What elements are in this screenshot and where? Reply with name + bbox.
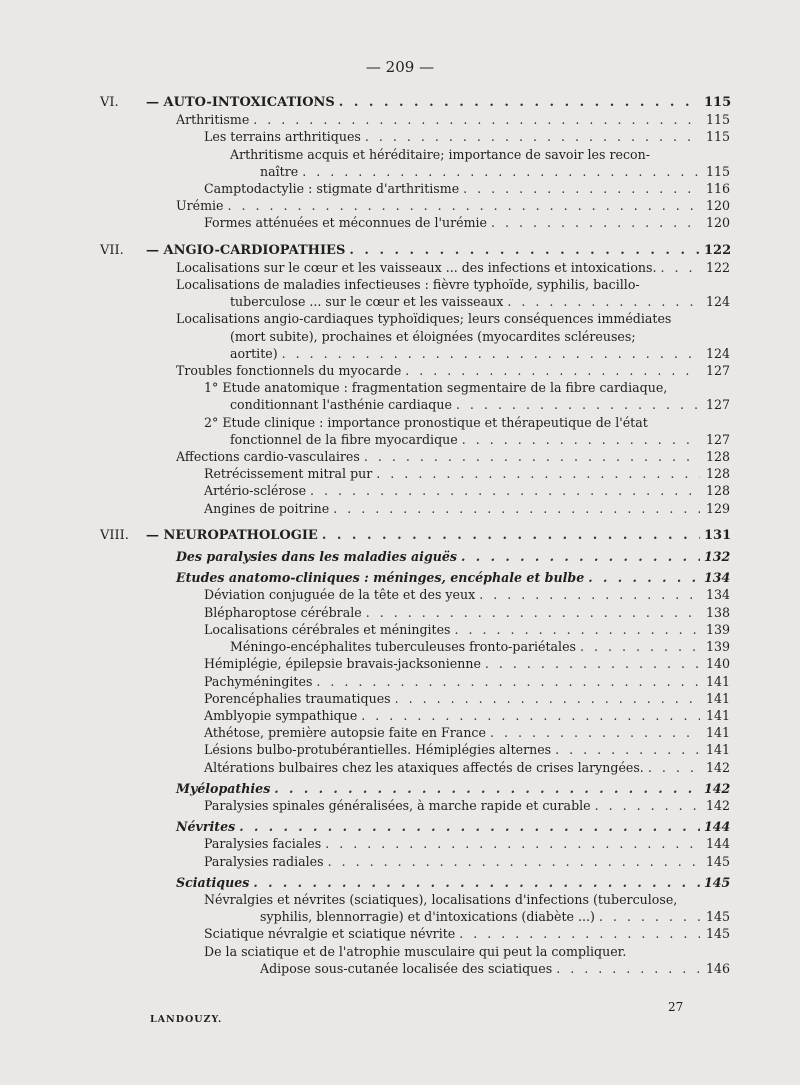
dot-leader [599,908,700,925]
toc-subheading [100,569,730,586]
entry-text: Méningo-encéphalites tuberculeuses fronto-pariétales [230,639,576,655]
toc-entry [100,180,730,197]
toc-entry [100,759,730,776]
toc-entry-line: (mort subite), prochaines et éloignées (myocardites scléreuses; [230,328,636,344]
dot-leader [239,818,700,835]
entry-text: aortite) [230,345,278,361]
entry-text: Déviation conjuguée de la tête et des yeux [204,587,476,603]
dot-leader [322,527,700,544]
toc-entry-line: 1° Etude anatomique : fragmentation segmentaire de la fibre cardiaque, [204,380,668,396]
dot-leader [316,673,700,690]
toc-entry [100,586,730,603]
dot-leader [395,690,700,707]
page-ref: 139 [705,639,730,655]
page-ref: 115 [704,95,732,110]
page-ref: 134 [704,570,731,586]
entry-text: Athétose, première autopsie faite en France [204,725,486,741]
entry-text: Localisations cérébrales et méningites [204,621,451,637]
dot-leader [588,569,700,586]
dot-leader [333,500,700,517]
toc-entry-line: Localisations de maladies infectieuses : fièvre typhoïde, syphilis, bacillo- [176,277,640,293]
toc-entry [100,908,730,925]
section-heading-vii [100,242,730,259]
page-ref: 138 [705,604,730,620]
dot-leader [228,197,700,214]
toc-entry [100,482,730,499]
entry-text: naître [260,163,299,179]
entry-text: Les terrains arthritiques [204,129,361,145]
page-ref: 128 [705,483,730,499]
entry-text: Affections cardio-vasculaires [176,449,360,465]
page-ref: 128 [705,466,730,482]
page-ref: 124 [705,294,730,310]
table-of-contents [100,94,730,977]
dot-leader [302,163,700,180]
section-title: — AUTO-INTOXICATIONS [146,95,335,110]
dot-leader [310,482,700,499]
toc-entry [100,638,730,655]
entry-text: Hémiplégie, épilepsie bravais-jacksonienne [204,656,481,672]
page-ref: 124 [705,345,730,361]
toc-entry-line: Localisations angio-cardiaques typhoïdiques; leurs conséquences immédiates [176,311,672,327]
dot-leader [461,548,700,565]
entry-text: conditionnant l'asthénie cardiaque [230,397,452,413]
section-heading-viii [100,527,730,544]
dot-leader [556,960,700,977]
entry-text: Pachyméningites [204,673,313,689]
page-ref: 139 [705,621,730,637]
dot-leader [366,604,700,621]
entry-text: Sciatiques [176,874,250,890]
page-ref: 129 [705,500,730,516]
page-ref: 128 [705,449,730,465]
page-ref: 115 [705,129,730,145]
page-ref: 141 [705,690,730,706]
entry-text: Arthritisme [176,112,250,128]
toc-entry [100,362,730,379]
dot-leader [507,293,700,310]
toc-entry [100,163,730,180]
entry-text: Lésions bulbo-protubérantielles. Hémiplégies alternes [204,742,552,758]
toc-entry [100,128,730,145]
page-ref: 134 [705,587,730,603]
entry-text: Blépharoptose cérébrale [204,604,362,620]
toc-subheading [100,874,730,891]
page-ref: 141 [705,707,730,723]
dot-leader [462,431,700,448]
toc-entry [100,197,730,214]
dot-leader [282,345,700,362]
signature-mark: 27 [668,1000,684,1014]
toc-entry [100,604,730,621]
dot-leader [491,214,700,231]
section-title: — ANGIO-CARDIOPATHIES [146,242,346,258]
toc-entry [100,673,730,690]
toc-entry [100,655,730,672]
toc-entry-line: 2° Etude clinique : importance pronostique et thérapeutique de l'état [204,414,648,430]
page-ref: 115 [705,163,730,179]
dot-leader [253,874,700,891]
toc-entry-line: De la sciatique et de l'atrophie musculaire qui peut la compliquer. [204,943,627,959]
entry-text: Paralysies faciales [204,836,322,852]
entry-text: fonctionnel de la fibre myocardique [230,431,458,447]
toc-entry [100,259,730,276]
dot-leader [490,724,700,741]
entry-text: Porencéphalies traumatiques [204,690,391,706]
entry-text: Névrites [176,819,236,835]
entry-text: tuberculose ... sur le cœur et les vaisseaux [230,294,504,310]
section-title: — NEUROPATHOLOGIE [146,527,318,543]
page-ref: 146 [705,960,730,976]
dot-leader [455,621,700,638]
toc-entry [100,925,730,942]
toc-entry [100,853,730,870]
dot-leader [364,448,700,465]
page-ref: 141 [705,742,730,758]
entry-text: Amblyopie sympathique [204,707,358,723]
dot-leader [595,797,700,814]
page-ref: 142 [705,797,730,813]
toc-entry [100,396,730,413]
toc-entry [100,431,730,448]
page-ref: 127 [705,431,730,447]
dot-leader [365,128,700,145]
dot-leader [328,853,700,870]
toc-entry [100,448,730,465]
section-number: VIII. [100,527,129,543]
entry-text: Artério-sclérose [204,483,307,499]
page-ref: 120 [705,215,730,231]
page-ref: 145 [705,853,730,869]
page-ref: 120 [705,198,730,214]
page-ref: 141 [705,673,730,689]
section-number: VI. [100,95,119,110]
dot-leader [405,362,700,379]
page-ref: 142 [704,780,731,796]
page-ref: 145 [704,874,731,890]
entry-text: Adipose sous-cutanée localisée des sciatiques [260,960,553,976]
toc-entry-line: Névralgies et névrites (sciatiques), localisations d'infections (tuberculose, [204,891,678,907]
entry-text: syphilis, blennorragie) et d'intoxications (diabète ...) [260,909,595,925]
dot-leader [361,707,700,724]
page-ref: 144 [704,819,731,835]
dot-leader [349,242,700,259]
dot-leader [253,111,700,128]
entry-text: Formes atténuées et méconnues de l'urémie [204,215,488,231]
section-heading-vi [100,94,730,111]
entry-text: Angines de poitrine [204,500,330,516]
toc-entry-line: Arthritisme acquis et héréditaire; importance de savoir les recon- [230,146,650,162]
entry-text: Des paralysies dans les maladies aiguës [176,549,458,565]
dot-leader [456,396,700,413]
toc-entry [100,690,730,707]
dot-leader [485,655,700,672]
entry-text: Altérations bulbaires chez les ataxiques affectés de crises laryngées. [204,759,644,775]
dot-leader [325,835,700,852]
entry-text: Urémie [176,198,224,214]
dot-leader [555,741,700,758]
toc-subheading [100,780,730,797]
dot-leader [479,586,700,603]
toc-entry [100,960,730,977]
dot-leader [274,780,700,797]
dot-leader [339,94,700,111]
entry-text: Paralysies spinales généralisées, à marche rapide et curable [204,797,591,813]
toc-entry [100,724,730,741]
toc-entry [100,293,730,310]
author-footer: LANDOUZY. [150,1014,223,1025]
entry-text: Troubles fonctionnels du myocarde [176,363,402,379]
toc-subheading [100,548,730,565]
entry-text: Sciatique névralgie et sciatique névrite [204,926,456,942]
entry-text: Localisations sur le cœur et les vaisseaux ... des infections et intoxications. [176,259,657,275]
dot-leader [661,259,700,276]
dot-leader [580,638,700,655]
dot-leader [648,759,700,776]
toc-entry [100,500,730,517]
entry-text: Camptodactylie : stigmate d'arthritisme [204,181,460,197]
page-ref: 145 [705,909,730,925]
page-ref: 115 [705,112,730,128]
page-ref: 122 [705,259,730,275]
toc-entry [100,741,730,758]
page-ref: 142 [705,759,730,775]
toc-subheading [100,818,730,835]
toc-entry [100,111,730,128]
page-number: — 209 — [365,58,435,76]
toc-entry [100,707,730,724]
dot-leader [463,180,700,197]
entry-text: Retrécissement mitral pur [204,466,373,482]
dot-leader [376,465,700,482]
section-number: VII. [100,242,124,258]
toc-entry [100,835,730,852]
page-ref: 131 [704,527,732,543]
dot-leader [459,925,700,942]
page-ref: 144 [705,836,730,852]
toc-entry [100,797,730,814]
toc-entry [100,214,730,231]
toc-entry [100,345,730,362]
page-ref: 116 [705,181,730,197]
entry-text: Myélopathies [176,780,271,796]
entry-text: Etudes anatomo-cliniques : méninges, encéphale et bulbe [176,570,585,586]
entry-text: Paralysies radiales [204,853,324,869]
page-ref: 140 [705,656,730,672]
toc-entry [100,621,730,638]
page-ref: 145 [705,926,730,942]
page-ref: 132 [704,549,731,565]
page-ref: 141 [705,725,730,741]
page-ref: 127 [705,363,730,379]
toc-entry [100,465,730,482]
page-ref: 122 [704,242,732,258]
page-ref: 127 [705,397,730,413]
